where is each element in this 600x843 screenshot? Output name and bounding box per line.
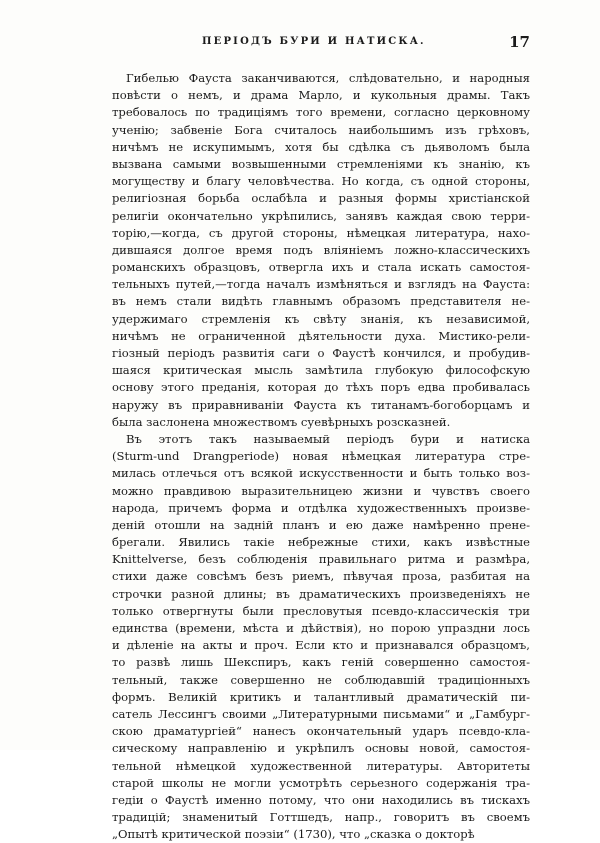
running-title: ПЕРІОДЪ БУРИ И НАТИСКА.: [202, 36, 426, 47]
text-line: „Опытѣ критической поэзіи“ (1730), что „сказка о докторѣ: [112, 827, 475, 842]
text-line: торію,—когда, съ другой стороны, нѣмецкая литература, нахо-: [112, 225, 530, 240]
text-line: Knittelverse, безъ соблюденія правильнаго ритма и размѣра,: [112, 552, 530, 567]
text-line: ничѣмъ не искупимымъ, хотя бы сдѣлка съ дьяволомъ была: [112, 139, 530, 154]
text-line: можно правдивою выразительницею жизни и чувствъ своего: [112, 483, 530, 498]
text-line: могуществу и благу человѣчества. Но когда, съ одной стороны,: [112, 174, 530, 189]
text-line: гіозный періодъ развитія саги о Фаустѣ кончился, и пробудив-: [112, 346, 530, 360]
text-line: строчки разной длины; въ драматическихъ произведеніяхъ не: [112, 586, 530, 601]
text-line: милась отлечься отъ всякой искусственности и быть только воз-: [112, 466, 530, 481]
text-line: традицій; знаменитый Готтшедъ, напр., говоритъ въ своемъ: [112, 810, 530, 825]
text-line: старой школы не могли усмотрѣть серьезного содержанія тра-: [112, 775, 530, 790]
text-line: тельный, также совершенно не соблюдавшій традиціонныхъ: [112, 672, 530, 687]
text-line: наружу въ приравниваніи Фауста къ титанамъ-богоборцамъ и: [112, 397, 530, 412]
text-line: скою драматургіей“ нанесъ окончательный ударъ псевдо-кла-: [112, 724, 530, 739]
text-line: религіи окончательно укрѣпились, занявъ каждая свою терри-: [112, 208, 530, 223]
text-line: романскихъ образцовъ, отвергла ихъ и стала искать самостоя-: [112, 260, 530, 275]
text-line: (Sturm-und Drangperiode) новая нѣмецкая литература стре-: [112, 449, 530, 464]
paragraph-2: [112, 431, 530, 843]
text-line: религіозная борьба ослабѣла и разныя формы христіанской: [112, 191, 530, 206]
text-line: то развѣ лишь Шекспиръ, какъ геній совершенно самостоя-: [112, 655, 530, 670]
page-number: 17: [509, 33, 530, 51]
text-line: въ немъ стали видѣть главнымъ образомъ представителя не-: [112, 294, 530, 309]
text-line: была заслонена множествомъ суевѣрныхъ розсказней.: [112, 414, 451, 429]
text-line: основу этого преданія, которая до тѣхъ поръ едва пробивалась: [112, 380, 530, 395]
text-line: ученію; забвеніе Бога считалось наибольшимъ изъ грѣховъ,: [112, 122, 530, 137]
text-line: сатель Лессингъ своими „Литературными письмами“ и „Гамбург-: [112, 706, 530, 721]
text-line: повѣсти о немъ, и драма Марло, и кукольныя драмы. Такъ: [112, 88, 530, 103]
text-line: тельной нѣмецкой художественной литературы. Авторитеты: [112, 758, 530, 773]
text-line: народа, причемъ форма и отдѣлка художественныхъ произве-: [112, 500, 530, 515]
text-line: удержимаго стремленія къ свѣту знанія, къ независимой,: [112, 311, 530, 326]
text-line: дившаяся долгое время подъ вліяніемъ ложно-классическихъ: [112, 242, 530, 257]
text-line: Въ этотъ такъ называемый періодъ бури и натиска: [126, 431, 530, 446]
text-line: формъ. Великій критикъ и талантливый драматическій пи-: [112, 689, 530, 704]
body-text: [112, 70, 530, 843]
text-line: требовалось по традиціямъ того времени, согласно церковному: [112, 105, 530, 120]
text-line: ничѣмъ не ограниченной дѣятельности духа. Мистико-рели-: [112, 328, 530, 343]
paragraph-1: [112, 70, 530, 431]
text-line: деній отошли на задній планъ и ею даже намѣренно прене-: [112, 517, 530, 532]
text-line: гедіи о Фаустѣ именно потому, что они находились въ тискахъ: [112, 792, 530, 807]
text-line: сическому направленію и укрѣпилъ основы новой, самостоя-: [112, 741, 530, 756]
text-line: брегали. Явились такіе небрежные стихи, какъ извѣстные: [112, 535, 530, 550]
text-line: стихи даже совсѣмъ безъ риемъ, пѣвучая проза, разбитая на: [112, 569, 530, 584]
text-line: Гибелью Фауста заканчиваются, слѣдовательно, и народныя: [126, 71, 530, 85]
running-header: [110, 33, 530, 56]
text-line: тельныхъ путей,—тогда началъ измѣняться и взглядъ на Фауста:: [112, 277, 530, 292]
text-line: шаяся критическая мысль замѣтила глубокую философскую: [112, 363, 530, 378]
text-line: только отвергнуты были пресловутыя псевдо-классическія три: [112, 603, 530, 618]
text-line: вызвана самыми возвышенными стремленіями къ знанію, къ: [112, 156, 530, 171]
text-line: и дѣленіе на акты и проч. Если кто и признавался образцомъ,: [112, 638, 530, 653]
text-line: единства (времени, мѣста и дѣйствія), но порою упраздни лось: [112, 621, 530, 635]
